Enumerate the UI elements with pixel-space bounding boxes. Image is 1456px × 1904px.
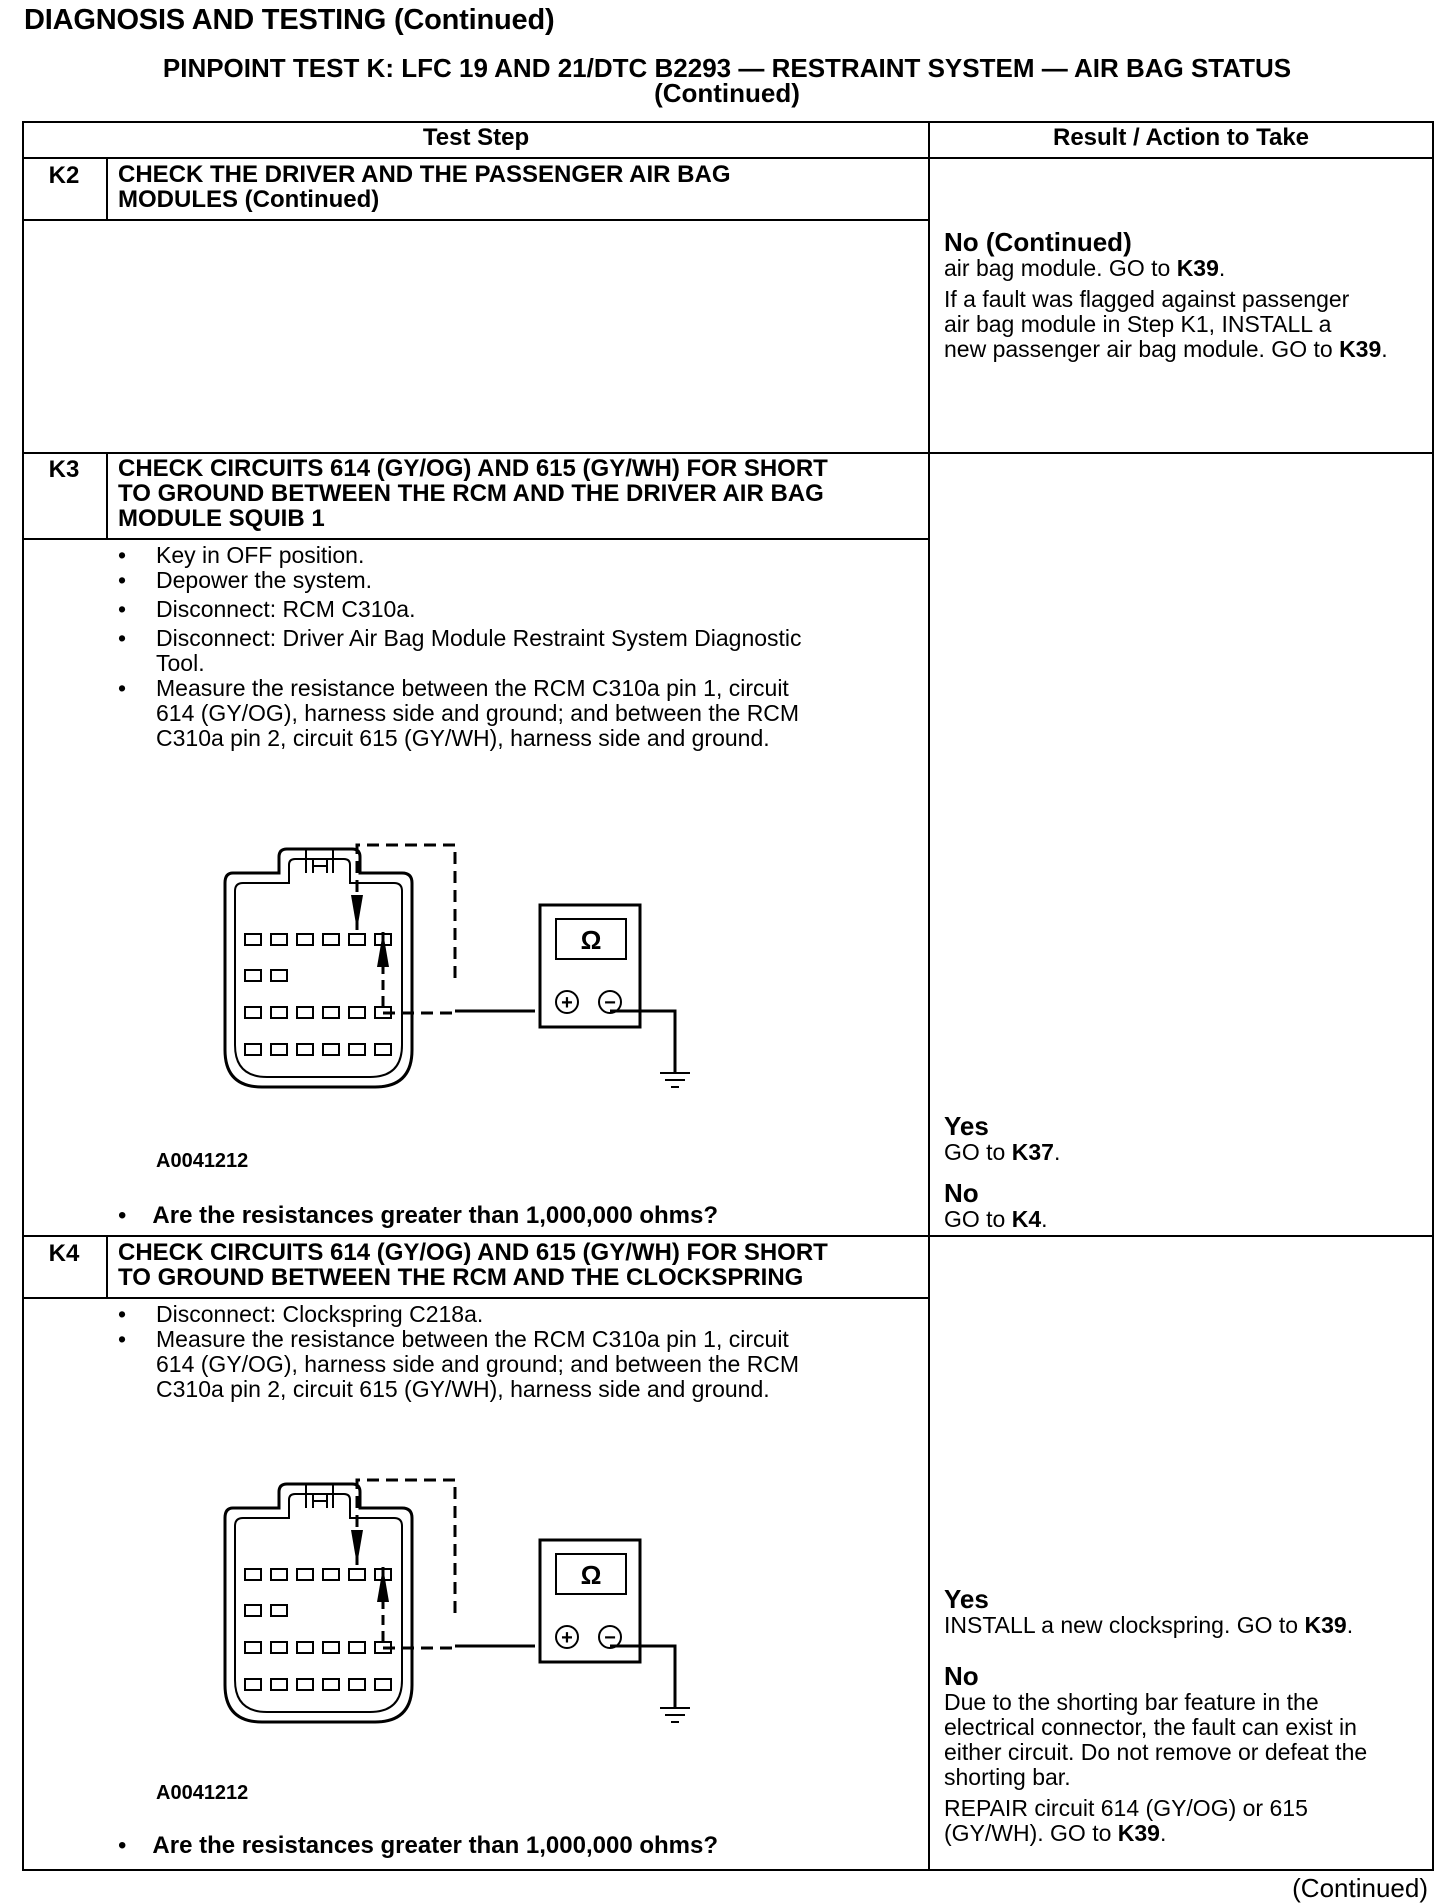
test-title [22, 53, 1432, 108]
result-k2-line1 [944, 256, 1429, 281]
probe-arrow-down [351, 895, 363, 930]
result-k4-yes-end: . [1346, 1612, 1354, 1638]
k4-connector-diagram [205, 1470, 715, 1735]
header-row-divider [22, 157, 1434, 159]
step-k3-instructions [118, 543, 898, 751]
meter-minus-terminal: − [604, 992, 616, 1014]
step-title-k3-line3: MODULE SQUIB 1 [118, 505, 325, 532]
bullet-line: • Disconnect: Clockspring C218a. [156, 1301, 484, 1327]
step-title-k2-line1: CHECK THE DRIVER AND THE PASSENGER AIR BAG [118, 161, 731, 188]
step-ref-k37: K37 [1011, 1139, 1054, 1165]
k3-title-divider [22, 538, 930, 540]
step-ref-k39: K39 [1117, 1820, 1160, 1846]
list-item [118, 626, 898, 676]
step-id-k4: K4 [48, 1240, 80, 1267]
column-header-result: Result / Action to Take [1052, 124, 1310, 151]
step-title-k2-line2: MODULES (Continued) [118, 186, 380, 213]
probe-arrow-down [351, 1530, 363, 1565]
result-k4-yes-label: Yes [944, 1584, 989, 1614]
result-k2-line2: If a fault was flagged against passenger [944, 286, 1350, 312]
bullet-line: Tool. [156, 650, 205, 676]
bullet-line: • Disconnect: RCM C310a. [156, 596, 416, 622]
result-k4-yes-text: INSTALL a new clockspring. GO to [944, 1612, 1305, 1638]
bullet-line: • Depower the system. [156, 567, 373, 593]
step-ref-k39: K39 [1304, 1612, 1347, 1638]
bullet-line: • Measure the resistance between the RCM C310a pin 1, circuit [156, 675, 789, 701]
step-id-k2: K2 [48, 162, 80, 189]
result-k4-no-line6 [944, 1821, 1429, 1846]
result-k4-no-label: No [944, 1661, 979, 1691]
bullet-line: C310a pin 2, circuit 615 (GY/WH), harness side and ground. [156, 1376, 770, 1402]
result-k3 [944, 1112, 1429, 1232]
result-k2-line1-text: air bag module. GO to [944, 255, 1177, 281]
step-k4-instructions [118, 1302, 898, 1402]
result-k3-yes-text: GO to [944, 1139, 1012, 1165]
k2-title-divider [22, 219, 930, 221]
list-item [118, 1327, 898, 1402]
result-k2-line4-text: new passenger air bag module. GO to [944, 336, 1340, 362]
page-header: DIAGNOSIS AND TESTING (Continued) [24, 4, 555, 36]
bullet-line: 614 (GY/OG), harness side and ground; and between the RCM [156, 700, 800, 726]
k4-id-divider [106, 1235, 108, 1299]
result-k4-no-end: . [1159, 1820, 1167, 1846]
bullet-line: • Measure the resistance between the RCM C310a pin 1, circuit [156, 1326, 789, 1352]
step-title-k4-line2: TO GROUND BETWEEN THE RCM AND THE CLOCKSPRING [118, 1264, 804, 1291]
meter-plus-terminal: + [561, 1627, 573, 1649]
k2-row-bottom [22, 452, 1434, 454]
step-id-k3: K3 [48, 456, 80, 483]
bullet-line: • Key in OFF position. [156, 542, 365, 568]
step-title-k3 [118, 456, 898, 531]
question-k4: • Are the resistances greater than 1,000,000 ohms? [118, 1832, 718, 1860]
list-item [118, 597, 898, 622]
result-k2 [944, 228, 1429, 362]
bullet-line: C310a pin 2, circuit 615 (GY/WH), harness side and ground. [156, 725, 770, 751]
list-item [118, 568, 898, 593]
step-title-k4-line1: CHECK CIRCUITS 614 (GY/OG) AND 615 (GY/WH) FOR SHORT [118, 1239, 828, 1266]
k2-id-divider [106, 157, 108, 221]
result-k3-yes-end: . [1053, 1139, 1061, 1165]
test-title-line2: (Continued) [654, 78, 800, 108]
bullet-line: • Disconnect: Driver Air Bag Module Restraint System Diagnostic [156, 625, 802, 651]
result-k4-no-line3: either circuit. Do not remove or defeat the [944, 1739, 1368, 1765]
bullet-line: 614 (GY/OG), harness side and ground; and between the RCM [156, 1351, 800, 1377]
list-item [118, 676, 898, 751]
list-item [118, 1302, 898, 1327]
figure-id-k3: A0041212 [156, 1150, 249, 1172]
probe-leads [357, 1480, 535, 1648]
ohm-symbol: Ω [580, 1560, 602, 1590]
result-k3-yes-action [944, 1140, 1429, 1165]
column-header-test-step: Test Step [422, 124, 530, 151]
ohm-symbol: Ω [580, 925, 602, 955]
connector-pins [245, 1569, 391, 1690]
result-k2-line1-end: . [1218, 255, 1226, 281]
result-k2-line4-end: . [1381, 336, 1388, 362]
k3-row-bottom [22, 1235, 1434, 1237]
result-k4-no-line5: REPAIR circuit 614 (GY/OG) or 615 [944, 1795, 1308, 1821]
result-k4-no-line1: Due to the shorting bar feature in the [944, 1689, 1319, 1715]
result-k4-no-text: (GY/WH). GO to [944, 1820, 1118, 1846]
result-k3-yes-label: Yes [944, 1111, 989, 1141]
result-k4 [944, 1585, 1429, 1846]
result-k3-no-text: GO to [944, 1206, 1012, 1232]
figure-id-k4: A0041212 [156, 1782, 249, 1804]
result-k2-line3: air bag module in Step K1, INSTALL a [944, 311, 1332, 337]
step-title-k3-line1: CHECK CIRCUITS 614 (GY/OG) AND 615 (GY/WH) FOR SHORT [118, 455, 828, 482]
result-k4-no-line4: shorting bar. [944, 1764, 1071, 1790]
k4-title-divider [22, 1297, 930, 1299]
step-ref-k39: K39 [1339, 336, 1382, 362]
k3-id-divider [106, 452, 108, 540]
step-ref-k4: K4 [1011, 1206, 1042, 1232]
step-ref-k39: K39 [1176, 255, 1219, 281]
k3-connector-diagram [205, 835, 715, 1100]
list-item [118, 543, 898, 568]
step-title-k3-line2: TO GROUND BETWEEN THE RCM AND THE DRIVER AIR BAG [118, 480, 824, 507]
result-k2-line4 [944, 337, 1429, 362]
meter-minus-terminal: − [604, 1627, 616, 1649]
result-k2-heading: No (Continued) [944, 227, 1132, 257]
meter-plus-terminal: + [561, 992, 573, 1014]
test-title-line1: PINPOINT TEST K: LFC 19 AND 21/DTC B2293 — RESTRAINT SYSTEM — AIR BAG STATUS [162, 53, 1292, 83]
result-k3-no-end: . [1041, 1206, 1048, 1232]
result-k3-no-label: No [944, 1178, 979, 1208]
connector-pins [245, 934, 391, 1055]
column-divider [928, 121, 930, 1871]
step-title-k4 [118, 1240, 898, 1290]
result-k4-no-line2: electrical connector, the fault can exist in [944, 1714, 1357, 1740]
continued-footer: (Continued) [1292, 1873, 1428, 1903]
step-title-k2 [118, 162, 898, 212]
probe-leads [357, 845, 535, 1013]
result-k3-no-action [944, 1207, 1429, 1232]
result-k4-yes-action [944, 1613, 1429, 1638]
question-k3: • Are the resistances greater than 1,000,000 ohms? [118, 1202, 718, 1230]
